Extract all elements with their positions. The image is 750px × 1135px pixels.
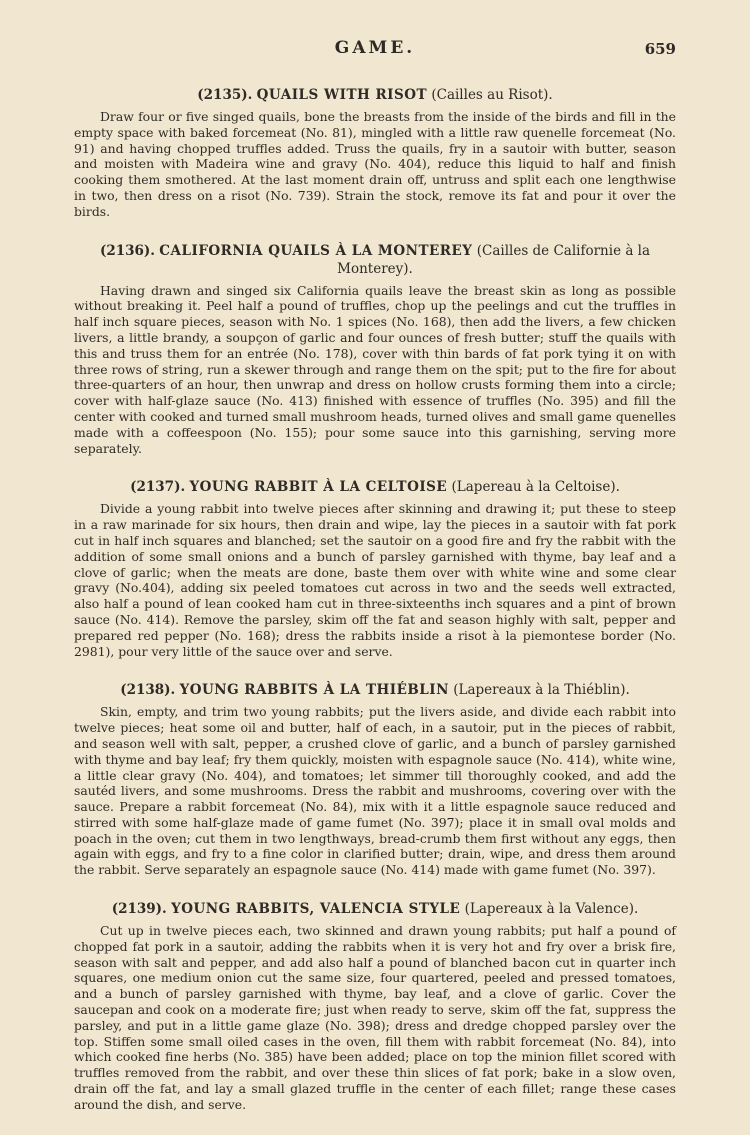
recipe-name: QUAILS WITH RISOT — [256, 87, 428, 103]
recipe-text: Skin, empty, and trim two young rabbits; put the livers aside, and divide each rabbit into twelve pieces; heat some oil and butter, half of each, in a sautoir, put in the pieces of rabbit, and season well with salt, pepper, a crushed clove of garlic, and a bunch of parsley garnished with thyme and bay leaf; fry them quickly, moisten with espagnole sauce (No. 414), white wine, a little clear gravy (No. 404), and tomatoes; let simmer till thoroughly cooked, and add the sautéd livers, and some mushrooms. Dress the rabbit and mushrooms, covering over with the sauce. Prepare a rabbit forcemeat (No. 84), mix with it a little espagnole sauce reduced and stirred with some half-glaze made of game fumet (No. 397); place it in small oval molds and poach in the oven; cut them in two lengthways, bread-crumb them first without any eggs, then again with eggs, and fry to a fine color in clarified butter; drain, wipe, and dress them around the rabbit. Serve separately an espagnole sauce (No. 414) made with game fumet (No. 397). — [74, 704, 676, 878]
recipe-heading — [74, 242, 676, 278]
recipe-name: YOUNG RABBIT À LA CELTOISE — [189, 479, 448, 496]
page-content — [74, 86, 676, 1135]
recipe-number: (2139). — [111, 901, 167, 918]
recipe-2137 — [74, 478, 676, 659]
recipe-text: Having drawn and singed six California quails leave the breast skin as long as possible without breaking it. Peel half a pound of truffles, chop up the peelings and cut the truffles in half inch square pieces, season with No. 1 spices (No. 168), then add the livers, a few chicken livers, a little brandy, a soupçon of garlic and four ounces of fresh butter; stuff the quails with this and truss them for an entrée (No. 178), cover with thin bards of fat pork tying it on with three rows of string, run a skewer through and range them on the spit; put to the fire for about three-quarters of an hour, then unwrap and dress on hollow crusts forming them into a circle; cover with half-glaze sauce (No. 413) finished with essence of truffles (No. 395) and fill the center with cooked and turned small mushroom heads, turned olives and small game quenelles made with a coffeespoon (No. 155); pour some sauce into this garnishing, serving more separately. — [74, 282, 676, 456]
recipe-2135 — [74, 86, 676, 220]
recipe-french-name: (Lapereaux à la Thiéblin). — [453, 682, 630, 699]
recipe-2138 — [74, 681, 676, 878]
page-number: 659 — [644, 40, 676, 58]
recipe-name: CALIFORNIA QUAILS À LA MONTEREY — [159, 242, 473, 259]
recipe-number: (2138). — [120, 682, 176, 699]
recipe-2136 — [74, 242, 676, 457]
recipe-name: YOUNG RABBITS À LA THIÉBLIN — [179, 682, 449, 699]
recipe-heading — [74, 900, 676, 918]
recipe-number: (2136). — [99, 242, 155, 259]
recipe-name: YOUNG RABBITS, VALENCIA STYLE — [171, 901, 461, 918]
recipe-heading — [74, 86, 676, 104]
recipe-text: Divide a young rabbit into twelve pieces after skinning and drawing it; put these to steep in a raw marinade for six hours, then drain and wipe, lay the pieces in a sautoir with fat pork cut in half inch squares and blanched; set the sautoir on a good fire and fry the rabbit with the addition of some small onions and a bunch of parsley garnished with thyme, bay leaf and a clove of garlic; when the meats are done, baste them over with white wine and some clear gravy (No.404), adding six peeled tomatoes cut across in two and the seeds well extracted, also half a pound of lean cooked ham cut in three-sixteenths inch squares and a pint of brown sauce (No. 414). Remove the parsley, skim off the fat and season highly with salt, pepper and prepared red pepper (No. 168); dress the rabbits inside a risot à la piemontese border (No. 2981), pour very little of the sauce over and serve. — [74, 501, 676, 659]
recipe-french-name: (Lapereau à la Celtoise). — [451, 479, 620, 496]
recipe-text: Draw four or five singed quails, bone the breasts from the inside of the birds and fill in the empty space with baked forcemeat (No. 81), mingled with a little raw quenelle forcemeat (No. 91) and having chopped truffles added. Truss the quails, fry in a sautoir with butter, season and moisten with Madeira wine and gravy (No. 404), reduce this liquid to half and finish cooking them smothered. At the last moment drain off, untruss and split each one lengthwise in two, then dress on a risot (No. 739). Strain the stock, remove its fat and pour it over the birds. — [74, 109, 676, 219]
recipe-number: (2137). — [130, 479, 186, 496]
recipe-2139 — [74, 900, 676, 1113]
recipe-french-name: (Cailles de Californie à la Monterey). — [337, 242, 651, 277]
recipe-french-name: (Lapereaux à la Valence). — [464, 901, 639, 918]
recipe-heading — [74, 478, 676, 496]
recipe-text: Cut up in twelve pieces each, two skinned and drawn young rabbits; put half a pound of chopped fat pork in a sautoir, adding the rabbits when it is very hot and fry over a brisk fire, season with salt and pepper, and add also half a pound of blanched bacon cut in quarter inch squares, one medium onion cut the same size, four quartered, peeled and pressed tomatoes, and a bunch of parsley garnished with thyme, bay leaf, and a clove of garlic. Cover the saucepan and cook on a moderate fire; just when ready to serve, skim off the fat, suppress the parsley, and put in a little game glaze (No. 398); dress and dredge chopped parsley over the top. Stiffen some small oiled cases in the oven, fill them with rabbit forcemeat (No. 84), into which cooked fine herbs (No. 385) have been added; place on top the minion fillet scored with truffles removed from the rabbit, and over these thin slices of fat pork; bake in a slow oven, drain off the fat, and lay a small glazed truffle in the center of each fillet; range these cases around the dish, and serve. — [74, 923, 676, 1112]
recipe-heading — [74, 681, 676, 699]
recipe-french-name: (Cailles au Risot). — [431, 87, 553, 103]
running-header — [74, 38, 676, 62]
recipe-number: (2135). — [197, 87, 253, 103]
section-title: GAME. — [334, 38, 416, 58]
